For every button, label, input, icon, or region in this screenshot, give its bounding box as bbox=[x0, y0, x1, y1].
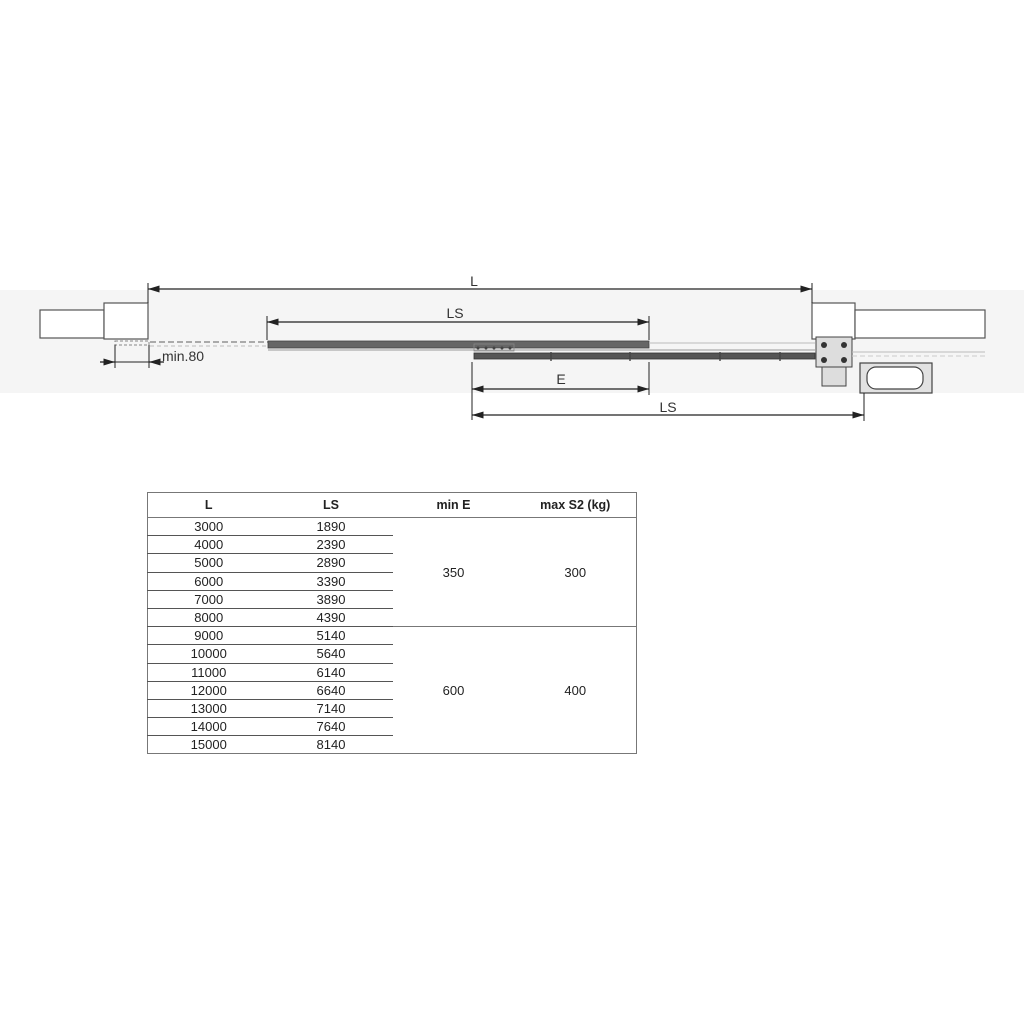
header-l: L bbox=[148, 493, 270, 518]
cell-l: 7000 bbox=[148, 590, 270, 608]
cell-l: 4000 bbox=[148, 536, 270, 554]
lower-leaf bbox=[474, 353, 815, 359]
cell-max-s2-group-1: 300 bbox=[515, 518, 637, 627]
cell-l: 12000 bbox=[148, 681, 270, 699]
cell-min-e-group-1: 350 bbox=[393, 518, 515, 627]
cell-ls: 2890 bbox=[270, 554, 393, 572]
cell-ls: 3890 bbox=[270, 590, 393, 608]
cell-ls: 6140 bbox=[270, 663, 393, 681]
dim-label-e: E bbox=[556, 371, 566, 387]
cell-ls: 8140 bbox=[316, 737, 346, 753]
cell-l: 5000 bbox=[148, 554, 270, 572]
right-pillar bbox=[812, 303, 855, 339]
cell-l: 15000 bbox=[190, 737, 227, 753]
cell-ls: 7140 bbox=[270, 699, 393, 717]
cell-ls: 5640 bbox=[270, 645, 393, 663]
cell-ls: 5140 bbox=[270, 627, 393, 645]
cell-l: 14000 bbox=[148, 718, 270, 736]
cell-l: 6000 bbox=[148, 572, 270, 590]
right-wall bbox=[855, 310, 985, 338]
cell-min-e-group-2: 600 bbox=[393, 627, 515, 754]
cell-max-s2-group-2: 400 bbox=[515, 627, 637, 754]
cell-ls: 3390 bbox=[270, 572, 393, 590]
cell-l: 8000 bbox=[148, 608, 270, 626]
cell-ls: 1890 bbox=[270, 518, 393, 536]
cell-l: 13000 bbox=[148, 699, 270, 717]
dim-label-l: L bbox=[470, 273, 478, 289]
table-header-row bbox=[148, 493, 637, 518]
guide-bolt bbox=[841, 342, 847, 348]
cell-ls: 6640 bbox=[270, 681, 393, 699]
cell-l: 11000 bbox=[148, 663, 270, 681]
header-ls: LS bbox=[270, 493, 393, 518]
gate-dimension-drawing bbox=[0, 0, 1024, 470]
table-row bbox=[148, 518, 637, 536]
header-max-s2: max S2 (kg) bbox=[515, 493, 637, 518]
guide-support bbox=[822, 367, 846, 386]
guide-bolt bbox=[841, 357, 847, 363]
dim-label-ls-top: LS bbox=[446, 305, 464, 321]
motor-body bbox=[867, 367, 923, 389]
cell-l: 10000 bbox=[148, 645, 270, 663]
cell-ls: 2390 bbox=[270, 536, 393, 554]
guide-bolt bbox=[821, 342, 827, 348]
dim-label-min80: min.80 bbox=[162, 348, 205, 364]
table-row bbox=[148, 627, 637, 645]
cell-ls: 4390 bbox=[270, 608, 393, 626]
left-pillar bbox=[104, 303, 148, 339]
cell-ls: 7640 bbox=[270, 718, 393, 736]
guide-bolt bbox=[821, 357, 827, 363]
guide-block bbox=[816, 337, 852, 367]
dim-label-ls-bottom: LS bbox=[659, 399, 677, 415]
header-min-e: min E bbox=[393, 493, 515, 518]
cell-l: 9000 bbox=[148, 627, 270, 645]
left-wall bbox=[40, 310, 104, 338]
cell-l: 3000 bbox=[148, 518, 270, 536]
upper-leaf bbox=[268, 341, 649, 348]
spec-table bbox=[147, 492, 637, 754]
